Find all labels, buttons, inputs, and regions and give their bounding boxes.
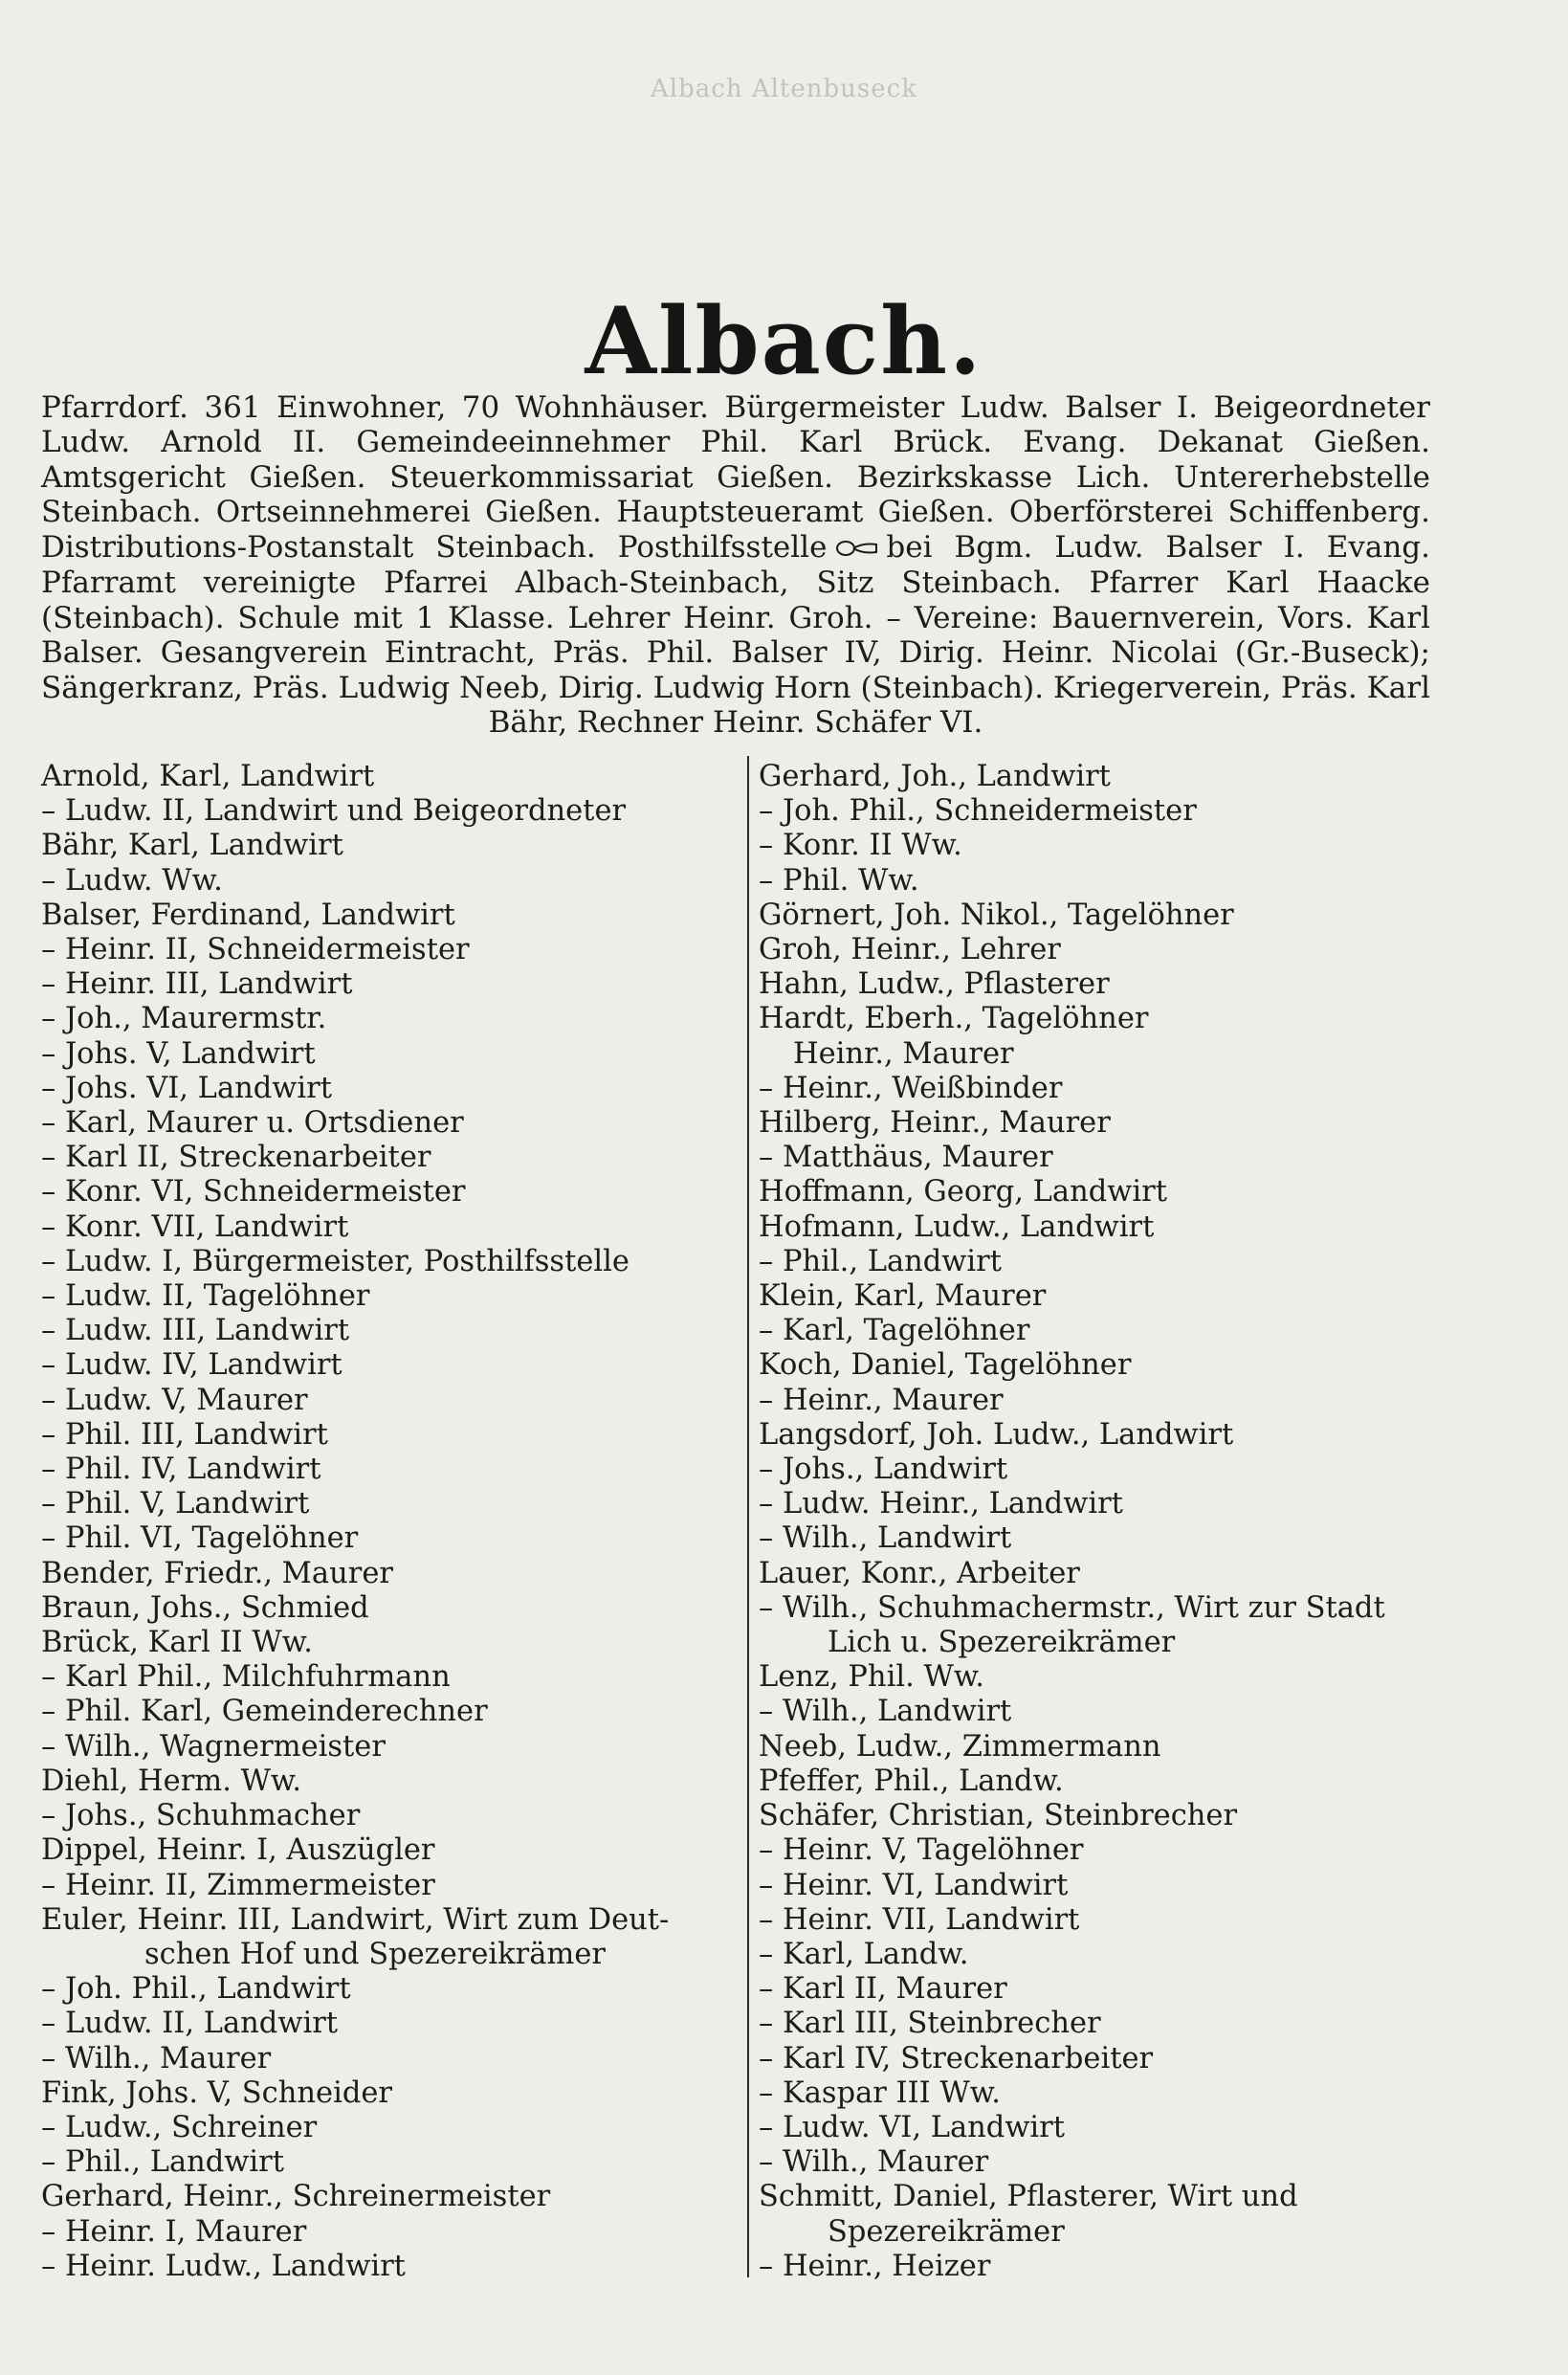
directory-entry: – Karl III, Steinbrecher bbox=[759, 2007, 1101, 2041]
directory-entry: – Johs. V, Landwirt bbox=[41, 1036, 316, 1071]
directory-entry: Klein, Karl, Maurer bbox=[759, 1279, 1047, 1314]
directory-entry: – Ludw. V, Maurer bbox=[41, 1383, 308, 1417]
directory-entry: Hoffmann, Georg, Landwirt bbox=[759, 1175, 1167, 1210]
left-column bbox=[41, 760, 735, 2284]
directory-entry: Fink, Johs. V, Schneider bbox=[41, 2075, 393, 2110]
directory-entry: – Karl Phil., Milchfuhrmann bbox=[41, 1660, 451, 1695]
directory-entry: Koch, Daniel, Tagelöhner bbox=[759, 1348, 1132, 1383]
directory-entry: Hofmann, Ludw., Landwirt bbox=[759, 1210, 1155, 1244]
directory-entry: Gerhard, Heinr., Schreinermeister bbox=[41, 2180, 551, 2214]
directory-entry: – Karl, Landw. bbox=[759, 1937, 969, 1971]
directory-entry: Spezereikrämer bbox=[828, 2214, 1065, 2249]
directory-entry: Diehl, Herm. Ww. bbox=[41, 1764, 302, 1798]
directory-entry: Groh, Heinr., Lehrer bbox=[759, 933, 1061, 967]
directory-entry: – Phil. III, Landwirt bbox=[41, 1417, 328, 1452]
directory-entry: – Konr. II Ww. bbox=[759, 829, 962, 863]
directory-entry: – Heinr. III, Landwirt bbox=[41, 967, 353, 1002]
intro-text-part-1: Pfarrdorf. 361 Einwohner, 70 Wohnhäuser. Bürgermeister Ludw. Balser I. Beigeordneter Ludw. Arnold II. Gemeindeeinnehmer Phil. Karl Brück. Evang. Dekanat Gießen. Amtsgericht Gießen. Steuerkommissariat Gießen. Bezirkskasse Lich. Untererhebstelle Steinbach. Ortseinnehmerei Gießen. Hauptsteueramt Gießen. Oberförsterei Schiffenberg. Distributions-Postanstalt Steinbach. Posthilfsstelle bbox=[41, 390, 1430, 565]
directory-entry: – Heinr. V, Tagelöhner bbox=[759, 1833, 1084, 1868]
directory-entry: – Phil., Landwirt bbox=[759, 1244, 1003, 1278]
intro-text-part-2: bei Bgm. Ludw. Balser I. Evang. Pfarramt vereinigte Pfarrei Albach-Steinbach, Sitz Steinbach. Pfarrer Karl Haacke (Steinbach). Schule mit 1 Klasse. Lehrer Heinr. Groh. – Vereine: Bauernverein, Vors. Karl Balser. Gesangverein Eintracht, Präs. Phil. Balser IV, Dirig. Heinr. Nicolai (Gr.-Buseck); Sängerkranz, Präs. Ludwig Neeb, Dirig. Ludwig Horn (Steinbach). Kriegerverein, Präs. Karl Bähr, Rechner Heinr. Schäfer VI. bbox=[41, 529, 1430, 740]
directory-entry: – Ludw. Heinr., Landwirt bbox=[759, 1487, 1123, 1521]
directory-entry: – Wilh., Schuhmachermstr., Wirt zur Stadt bbox=[759, 1590, 1385, 1625]
directory-entry: – Johs., Schuhmacher bbox=[41, 1799, 361, 1833]
directory-entry: – Phil. Ww. bbox=[759, 863, 919, 898]
directory-entry: – Joh., Maurermstr. bbox=[41, 1002, 327, 1036]
directory-entry: Lauer, Konr., Arbeiter bbox=[759, 1556, 1080, 1590]
directory-entry: – Matthäus, Maurer bbox=[759, 1141, 1053, 1175]
column-divider bbox=[747, 756, 749, 2277]
directory-entry: – Phil. VI, Tagelöhner bbox=[41, 1521, 359, 1556]
directory-entry: – Konr. VI, Schneidermeister bbox=[41, 1175, 466, 1210]
directory-entry: – Heinr., Weißbinder bbox=[759, 1071, 1063, 1105]
directory-entry: – Heinr. II, Zimmermeister bbox=[41, 1868, 435, 1902]
directory-entry: Schmitt, Daniel, Pflasterer, Wirt und bbox=[759, 2180, 1298, 2214]
directory-entry: schen Hof und Spezereikrämer bbox=[144, 1937, 606, 1971]
directory-entry: – Ludw. Ww. bbox=[41, 863, 223, 898]
directory-entry: – Karl II, Maurer bbox=[759, 1972, 1007, 2007]
directory-entry: – Wilh., Wagnermeister bbox=[41, 1729, 386, 1764]
directory-entry: – Phil. IV, Landwirt bbox=[41, 1453, 321, 1487]
directory-entry: – Heinr., Maurer bbox=[759, 1383, 1004, 1417]
directory-entry: Lenz, Phil. Ww. bbox=[759, 1660, 985, 1695]
directory-entry: Langsdorf, Joh. Ludw., Landwirt bbox=[759, 1417, 1234, 1452]
directory-entry: – Ludw. VI, Landwirt bbox=[759, 2110, 1066, 2144]
postal-horn-icon bbox=[834, 531, 878, 566]
directory-entry: – Ludw. IV, Landwirt bbox=[41, 1348, 342, 1383]
directory-entry: Neeb, Ludw., Zimmermann bbox=[759, 1729, 1161, 1764]
directory-entry: Bähr, Karl, Landwirt bbox=[41, 829, 343, 863]
directory-entry: – Karl, Maurer u. Ortsdiener bbox=[41, 1106, 464, 1141]
directory-entry: – Wilh., Landwirt bbox=[759, 1695, 1012, 1729]
directory-entry: – Karl, Tagelöhner bbox=[759, 1314, 1030, 1348]
directory-entry: Hardt, Eberh., Tagelöhner bbox=[759, 1002, 1149, 1036]
page-title: Albach. bbox=[585, 287, 983, 395]
directory-entry: Schäfer, Christian, Steinbrecher bbox=[759, 1799, 1238, 1833]
directory-entry: – Heinr., Heizer bbox=[759, 2249, 991, 2283]
directory-entry: – Ludw. II, Landwirt und Beigeordneter bbox=[41, 794, 627, 829]
directory-entry: Hahn, Ludw., Pflasterer bbox=[759, 967, 1110, 1002]
directory-entry: – Johs., Landwirt bbox=[759, 1453, 1008, 1487]
running-head: Albach Altenbuseck bbox=[651, 75, 917, 103]
directory-entry: – Johs. VI, Landwirt bbox=[41, 1071, 332, 1105]
directory-entry: – Ludw., Schreiner bbox=[41, 2110, 318, 2144]
right-column bbox=[759, 760, 1419, 2284]
directory-entry: – Ludw. II, Tagelöhner bbox=[41, 1279, 370, 1314]
directory-entry: – Ludw. III, Landwirt bbox=[41, 1314, 350, 1348]
directory-entry: – Phil. Karl, Gemeinderechner bbox=[41, 1695, 488, 1729]
directory-entry: Pfeffer, Phil., Landw. bbox=[759, 1764, 1064, 1798]
directory-entry: Görnert, Joh. Nikol., Tagelöhner bbox=[759, 898, 1234, 932]
directory-entry: Dippel, Heinr. I, Auszügler bbox=[41, 1833, 435, 1868]
directory-entry: – Ludw. I, Bürgermeister, Posthilfsstelle bbox=[41, 1244, 629, 1278]
directory-entry: – Karl IV, Streckenarbeiter bbox=[759, 2041, 1154, 2075]
directory-entry: – Phil., Landwirt bbox=[41, 2145, 285, 2180]
intro-paragraph bbox=[41, 390, 1430, 740]
directory-entry: – Joh. Phil., Landwirt bbox=[41, 1972, 351, 2007]
intro-text bbox=[41, 390, 1430, 740]
directory-entry: Euler, Heinr. III, Landwirt, Wirt zum Deut- bbox=[41, 1902, 670, 1937]
directory-entry: – Phil. V, Landwirt bbox=[41, 1487, 310, 1521]
directory-entry: – Kaspar III Ww. bbox=[759, 2075, 1001, 2110]
directory-entry: Heinr., Maurer bbox=[793, 1036, 1014, 1071]
directory-entry: Gerhard, Joh., Landwirt bbox=[759, 760, 1111, 793]
directory-entry: Lich u. Spezereikrämer bbox=[828, 1626, 1176, 1660]
directory-entry: – Heinr. II, Schneidermeister bbox=[41, 933, 470, 967]
directory-entry: – Wilh., Landwirt bbox=[759, 1521, 1012, 1556]
directory-entry: – Konr. VII, Landwirt bbox=[41, 1210, 349, 1244]
directory-entry: – Heinr. VI, Landwirt bbox=[759, 1868, 1069, 1902]
directory-entry: Braun, Johs., Schmied bbox=[41, 1590, 369, 1625]
directory-entry: Arnold, Karl, Landwirt bbox=[41, 760, 375, 793]
directory-entry: – Wilh., Maurer bbox=[759, 2145, 989, 2180]
directory-entry: Brück, Karl II Ww. bbox=[41, 1626, 313, 1660]
directory-entry: Balser, Ferdinand, Landwirt bbox=[41, 898, 455, 932]
directory-entry: – Joh. Phil., Schneidermeister bbox=[759, 794, 1197, 829]
directory-entry: – Ludw. II, Landwirt bbox=[41, 2007, 339, 2041]
directory-entry: – Heinr. I, Maurer bbox=[41, 2214, 307, 2249]
directory-entry: Hilberg, Heinr., Maurer bbox=[759, 1106, 1111, 1141]
directory-entry: Bender, Friedr., Maurer bbox=[41, 1556, 393, 1590]
directory-entry: – Heinr. VII, Landwirt bbox=[759, 1902, 1080, 1937]
directory-entry: – Karl II, Streckenarbeiter bbox=[41, 1141, 431, 1175]
directory-entry: – Heinr. Ludw., Landwirt bbox=[41, 2249, 406, 2283]
directory-entry: – Wilh., Maurer bbox=[41, 2041, 272, 2075]
